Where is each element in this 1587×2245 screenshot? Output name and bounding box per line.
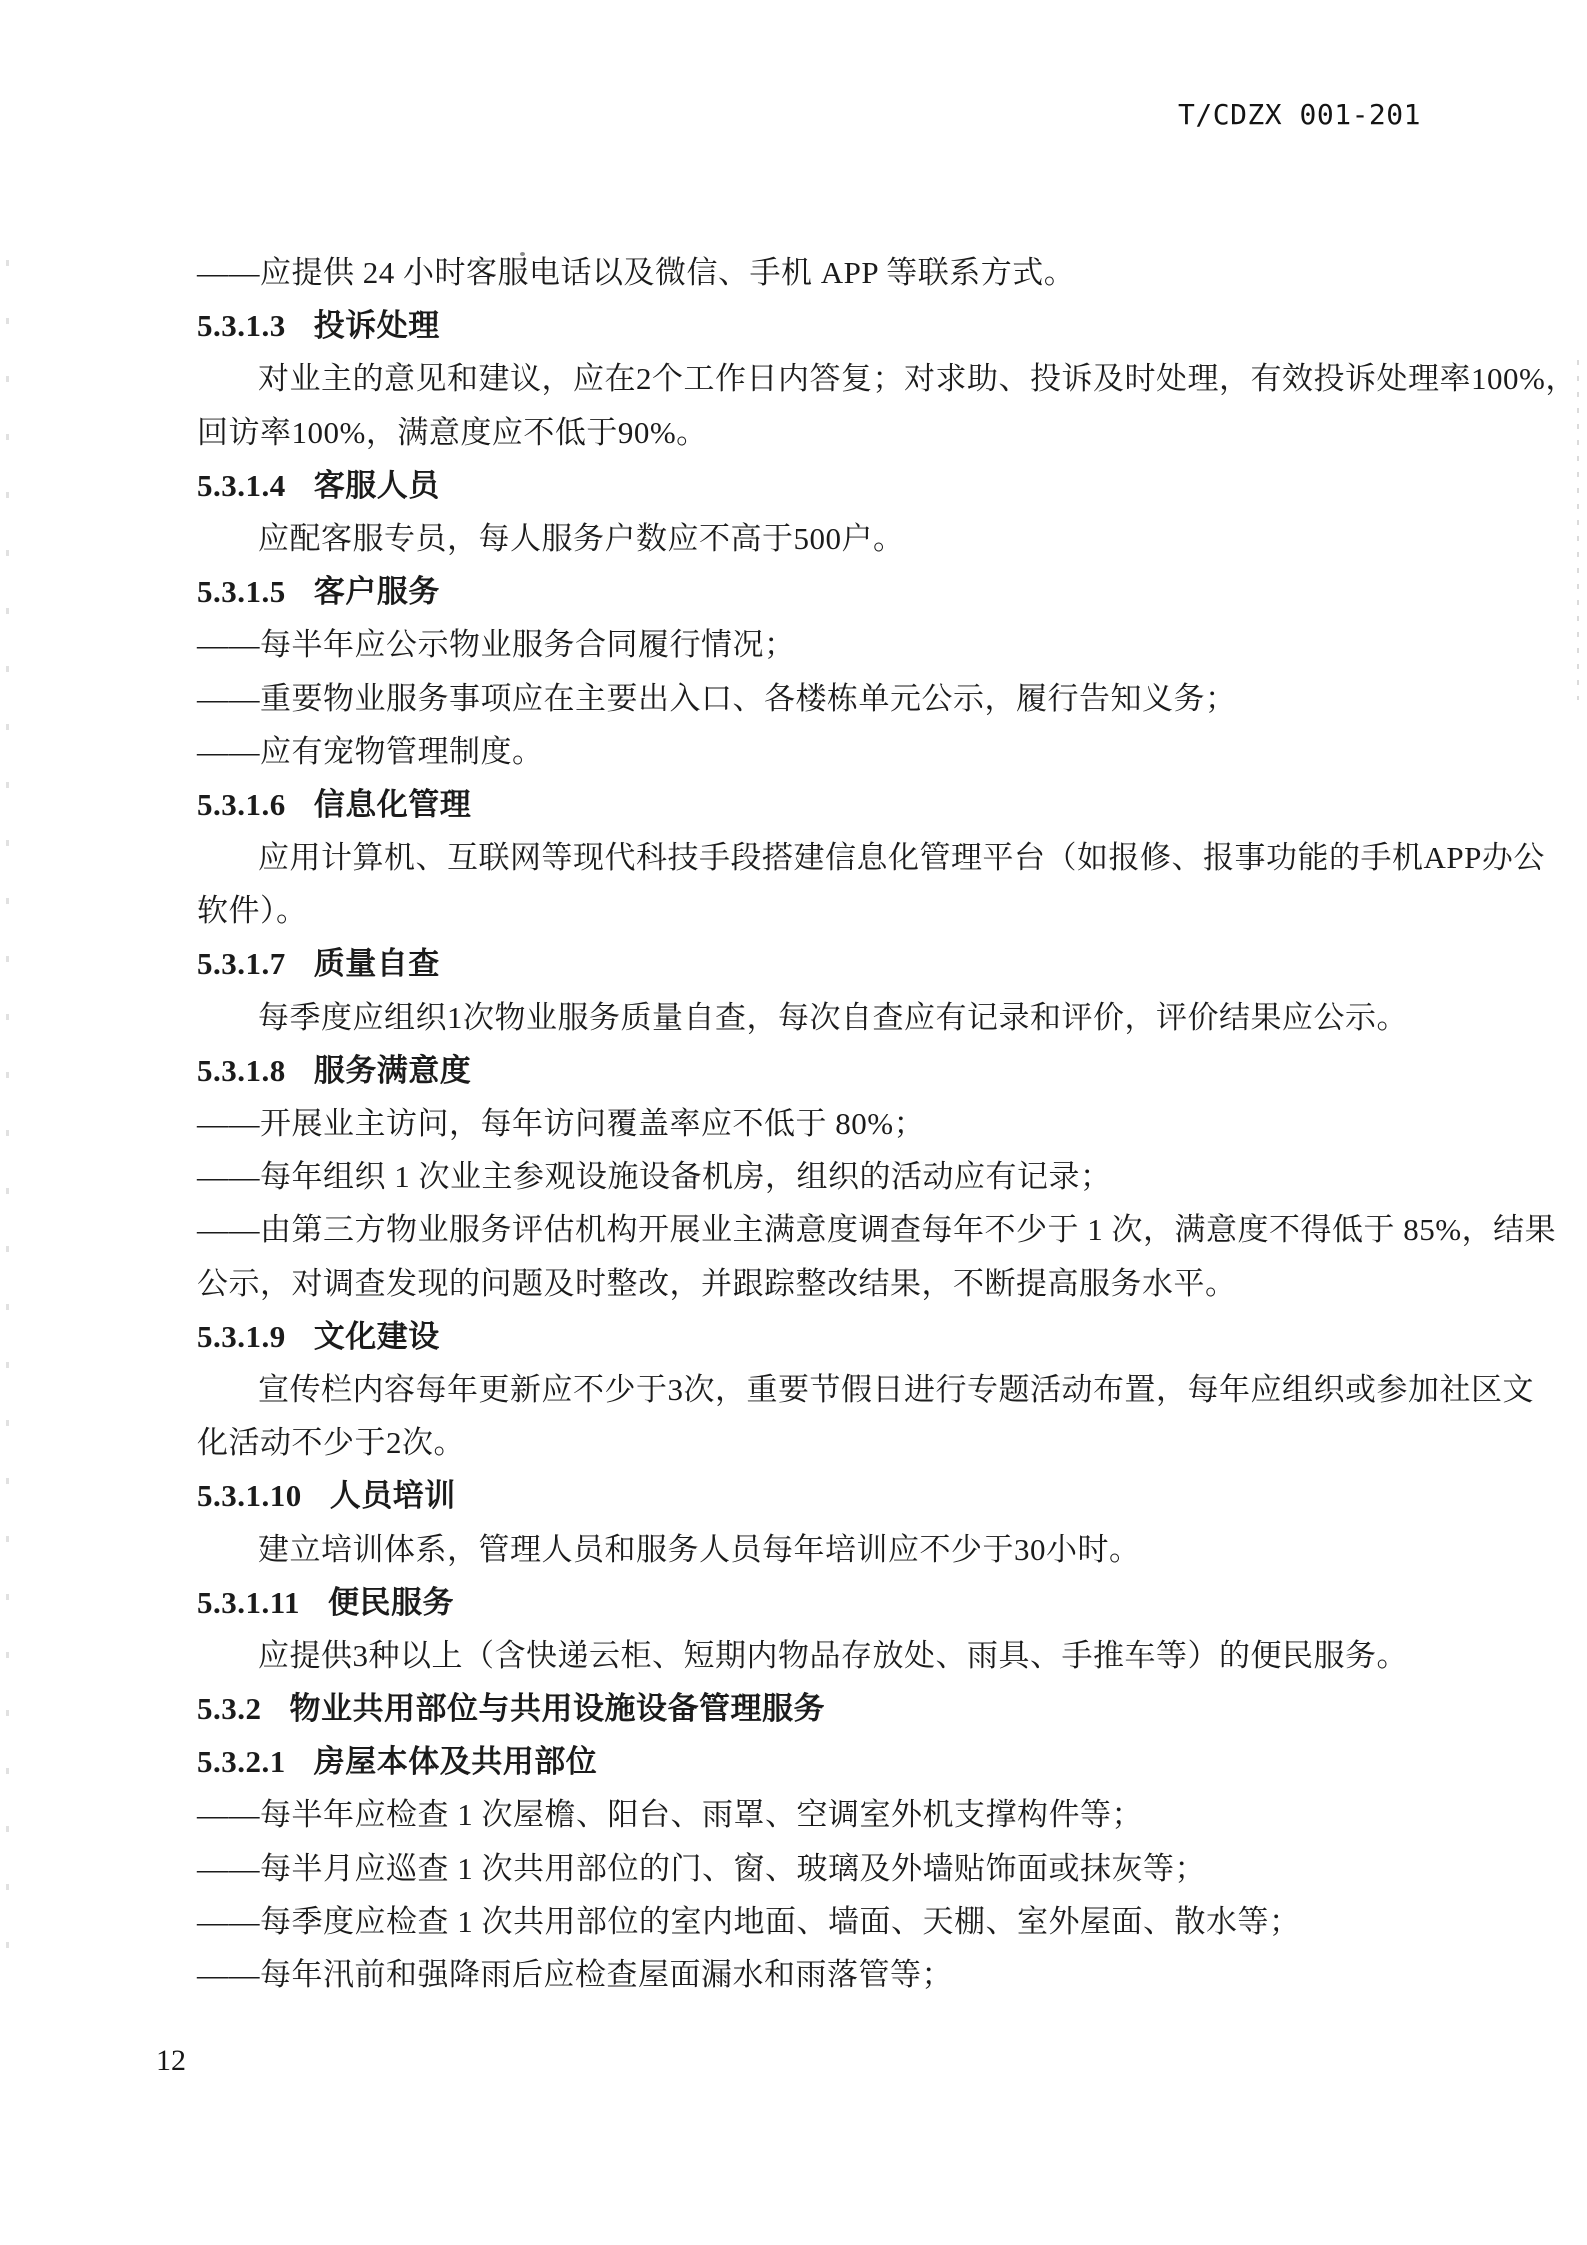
scan-artifact-right <box>1577 360 1579 700</box>
list-item: ——每半年应检查 1 次屋檐、阳台、雨罩、空调室外机支撑构件等； <box>197 1797 1143 1833</box>
list-item: ——每年汛前和强降雨后应检查屋面漏水和雨落管等； <box>197 1957 953 1992</box>
section-number: 5.3.2 <box>197 1691 262 1727</box>
paragraph-line: 建立培训体系，管理人员和服务人员每年培训应不少于30小时。 <box>258 1531 1141 1567</box>
section-heading <box>197 1044 1407 1097</box>
section-heading <box>197 459 1407 512</box>
paragraph-line: 应用计算机、互联网等现代科技手段搭建信息化管理平台（如报修、报事功能的手机APP办公 <box>258 840 1545 876</box>
section-title: 人员培训 <box>329 1478 456 1514</box>
section-heading <box>197 1735 1407 1788</box>
paragraph-line: 对业主的意见和建议，应在2个工作日内答复；对求助、投诉及时处理，有效投诉处理率100%， <box>258 361 1577 397</box>
section-heading <box>197 565 1407 618</box>
paragraph-line: 应提供3种以上（含快递云柜、短期内物品存放处、雨具、手推车等）的便民服务。 <box>258 1637 1408 1673</box>
list-item: ——由第三方物业服务评估机构开展业主满意度调查每年不少于 1 次，满意度不得低于 85%，结果 <box>197 1212 1557 1248</box>
section-title: 客户服务 <box>313 574 440 610</box>
section-title: 便民服务 <box>328 1584 455 1620</box>
section-heading <box>197 1310 1407 1363</box>
paragraph-line: 回访率100%，满意度应不低于90%。 <box>197 414 708 450</box>
list-item: ——每季度应检查 1 次共用部位的室内地面、墙面、天棚、室外屋面、散水等； <box>197 1903 1301 1939</box>
section-heading <box>197 778 1407 831</box>
section-title: 房屋本体及共用部位 <box>313 1744 598 1780</box>
list-item: ——应有宠物管理制度。 <box>197 733 544 769</box>
paragraph-line: 公示，对调查发现的问题及时整改，并跟踪整改结果，不断提高服务水平。 <box>197 1265 1237 1301</box>
section-heading <box>197 1469 1407 1522</box>
paragraph-line: 应配客服专员，每人服务户数应不高于500户。 <box>258 520 905 556</box>
page-number: 12 <box>156 2044 186 2077</box>
paragraph-line: 化活动不少于2次。 <box>197 1425 465 1461</box>
section-heading <box>197 1576 1407 1629</box>
section-heading <box>197 299 1407 352</box>
paragraph-line: 软件）。 <box>197 893 308 929</box>
section-number: 5.3.1.10 <box>197 1478 302 1514</box>
section-title: 物业共用部位与共用设施设备管理服务 <box>289 1691 825 1727</box>
section-title: 客服人员 <box>313 467 440 503</box>
list-item: ——应提供 24 小时客服电话以及微信、手机 APP 等联系方式。 <box>197 255 1076 290</box>
section-title: 信息化管理 <box>313 786 472 822</box>
section-number: 5.3.1.9 <box>197 1318 286 1354</box>
section-number: 5.3.1.11 <box>197 1584 301 1620</box>
list-item: ——每半月应巡查 1 次共用部位的门、窗、玻璃及外墙贴饰面或抹灰等； <box>197 1850 1206 1886</box>
section-title: 服务满意度 <box>313 1052 472 1088</box>
section-number: 5.3.1.8 <box>197 1052 286 1088</box>
section-number: 5.3.2.1 <box>197 1744 286 1780</box>
scan-artifact-left <box>6 260 9 1960</box>
section-number: 5.3.1.6 <box>197 786 286 822</box>
list-item: ——开展业主访问，每年访问覆盖率应不低于 80%； <box>197 1106 926 1141</box>
paragraph-line: 每季度应组织1次物业服务质量自查，每次自查应有记录和评价，评价结果应公示。 <box>258 999 1408 1035</box>
section-number: 5.3.1.3 <box>197 308 286 344</box>
section-number: 5.3.1.5 <box>197 574 286 610</box>
section-heading <box>197 937 1407 990</box>
list-item: ——每年组织 1 次业主参观设施设备机房，组织的活动应有记录； <box>197 1159 1112 1195</box>
document-body <box>197 246 1577 2001</box>
section-title: 投诉处理 <box>313 308 440 344</box>
list-item: ——每半年应公示物业服务合同履行情况； <box>197 627 796 663</box>
section-heading <box>197 1682 1407 1735</box>
section-title: 质量自查 <box>313 946 440 982</box>
section-title: 文化建设 <box>313 1318 440 1354</box>
list-item: ——重要物业服务事项应在主要出入口、各楼栋单元公示，履行告知义务； <box>197 680 1237 716</box>
standard-code-header: T/CDZX 001-201 <box>1178 98 1422 131</box>
section-number: 5.3.1.7 <box>197 946 286 982</box>
paragraph-line: 宣传栏内容每年更新应不少于3次，重要节假日进行专题活动布置，每年应组织或参加社区文 <box>258 1371 1534 1407</box>
section-number: 5.3.1.4 <box>197 467 286 503</box>
